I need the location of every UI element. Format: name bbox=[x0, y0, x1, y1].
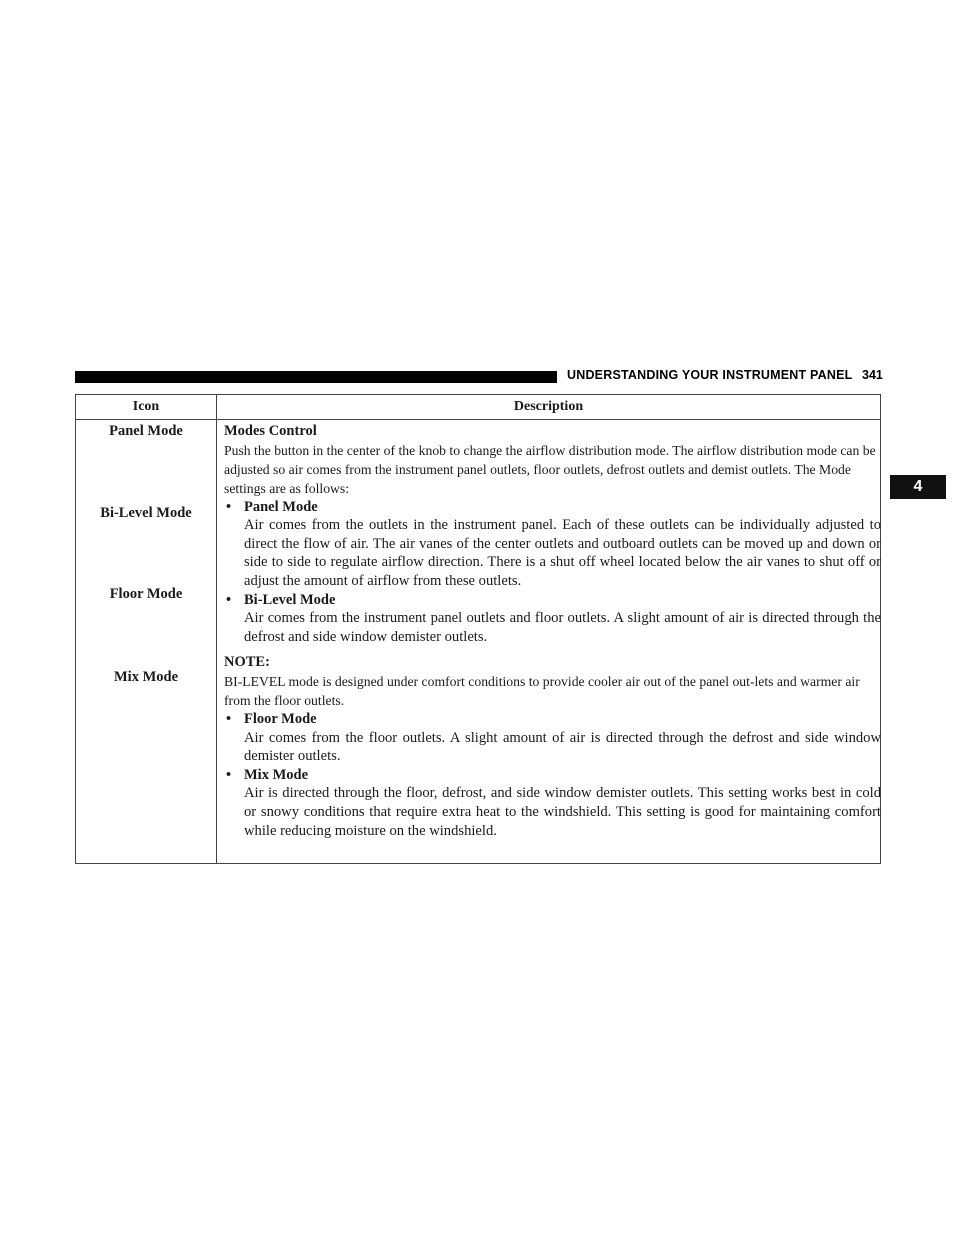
icon-label-panel-mode: Panel Mode bbox=[109, 423, 183, 439]
bullet-panel-mode bbox=[224, 498, 881, 591]
section-title: UNDERSTANDING YOUR INSTRUMENT PANEL bbox=[567, 368, 853, 382]
header-row-divider bbox=[76, 419, 880, 420]
chapter-tab[interactable]: 4 bbox=[890, 475, 946, 499]
note-body: BI-LEVEL mode is designed under comfort conditions to provide cooler air out of the panel out-lets and warmer air from the floor outlets. bbox=[224, 673, 860, 708]
icon-label-floor-mode: Floor Mode bbox=[109, 586, 183, 602]
icon-label-bi-level-mode: Bi-Level Mode bbox=[100, 505, 192, 521]
header-rule bbox=[75, 371, 557, 383]
bullet-body: Air comes from the outlets in the instrument panel. Each of these outlets can be individually adjusted to direct the flow of air. The air vanes of the center outlets and outboard outlets can be moved up and down or side to side to regulate airflow direction. There is a shut off wheel located below the air vanes to shut off or adjust the amount of airflow from these outlets. bbox=[244, 517, 881, 589]
icon-label-mix-mode: Mix Mode bbox=[113, 669, 179, 685]
bullet-dot: • bbox=[226, 766, 232, 783]
bullet-floor-mode bbox=[224, 710, 881, 766]
modes-table bbox=[75, 394, 881, 864]
page-number: 341 bbox=[862, 368, 883, 382]
bullet-body: Air comes from the floor outlets. A slight amount of air is directed through the defrost and side window demister outlets. bbox=[244, 729, 881, 765]
bullet-bi-level-mode bbox=[224, 591, 881, 647]
description-intro: Push the button in the center of the knob to change the airflow distribution mode. The airflow distribution mode can be adjusted so air comes from the instrument panel outlets, floor outlets, defrost outlets and demist outlets. The Mode settings are as follows: bbox=[224, 442, 876, 496]
bullet-body: Air comes from the instrument panel outlets and floor outlets. A slight amount of air is directed through the defrost and side window demister outlets. bbox=[244, 610, 881, 645]
bullet-title: Bi-Level Mode bbox=[244, 591, 336, 608]
note-title: NOTE: bbox=[224, 654, 270, 671]
bullet-title: Mix Mode bbox=[244, 766, 309, 783]
description-heading: Modes Control bbox=[224, 423, 317, 439]
bullet-dot: • bbox=[226, 710, 232, 727]
bullet-title: Panel Mode bbox=[244, 498, 318, 515]
bullet-title: Floor Mode bbox=[244, 710, 317, 727]
column-header-icon: Icon bbox=[132, 399, 160, 414]
column-header-description: Description bbox=[513, 399, 584, 414]
description-cell bbox=[216, 422, 881, 840]
bullet-mix-mode bbox=[224, 766, 881, 840]
bullet-dot: • bbox=[226, 498, 232, 515]
bullet-dot: • bbox=[226, 591, 232, 608]
bullet-body: Air is directed through the floor, defrost, and side window demister outlets. This setting works best in cold or snowy conditions that require extra heat to the windshield. This setting is good for maintaining comfort while reducing moisture on the windshield. bbox=[244, 785, 881, 839]
